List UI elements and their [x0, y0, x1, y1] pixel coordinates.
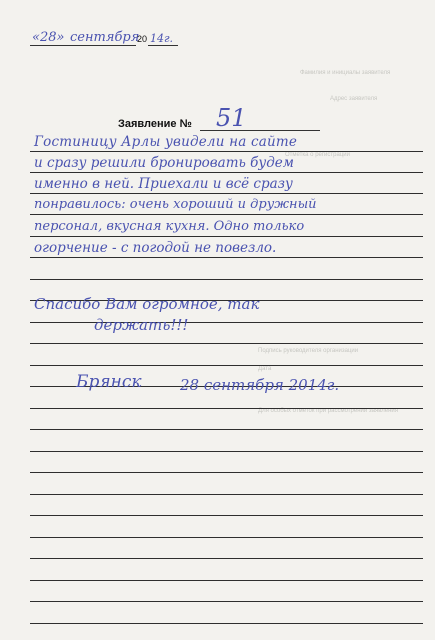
ruled-line [30, 537, 423, 538]
ruled-line [30, 494, 423, 495]
application-number-line [200, 130, 320, 131]
faint-label-registration: Отметка о регистрации [285, 152, 350, 158]
faint-label-notes: Для особых отметок при рассмотрении заявления [258, 408, 399, 414]
body-line-1: Гостиницу Арлы увидели на сайте [34, 134, 298, 150]
ruled-line [30, 343, 423, 344]
ruled-line [30, 408, 423, 409]
signature-place: Брянск [76, 372, 142, 392]
body-line-6: огорчение - с погодой не повезло. [34, 240, 277, 256]
signature-date: 28 сентября 2014г. [180, 376, 340, 394]
date-day-line [30, 45, 70, 46]
ruled-line [30, 193, 423, 194]
ruled-line [30, 279, 423, 280]
body-line-5: персонал, вкусная кухня. Одно только [34, 219, 305, 234]
ruled-line [30, 151, 423, 152]
faint-label-applicant: Фамилия и инициалы заявителя [300, 70, 391, 76]
ruled-line [30, 580, 423, 581]
ruled-line [30, 172, 423, 173]
body-line-7: Спасибо Вам огромное, так [34, 295, 260, 313]
date-year-suffix: 14г. [150, 32, 174, 45]
body-line-8: держать!!! [94, 316, 189, 334]
body-line-4: понравилось: очень хороший и дружный [34, 197, 317, 212]
ruled-line [30, 365, 423, 366]
ruled-line [30, 515, 423, 516]
body-line-3: именно в ней. Приехали и всё сразу [34, 176, 293, 192]
ruled-line [30, 257, 423, 258]
ruled-line [30, 214, 423, 215]
date-month: сентября [70, 30, 140, 45]
application-label: Заявление № [118, 118, 192, 130]
date-year-line [148, 45, 178, 46]
faint-label-address: Адрес заявителя [330, 96, 378, 102]
date-month-line [66, 45, 136, 46]
application-number: 51 [216, 104, 247, 132]
date-year-prefix: 20 [137, 34, 148, 44]
ruled-line [30, 601, 423, 602]
ruled-line [30, 558, 423, 559]
date-day: «28» [32, 30, 65, 45]
ruled-line [30, 451, 423, 452]
ruled-line [30, 322, 423, 323]
faint-label-date: Дата [258, 366, 272, 372]
ruled-line [30, 429, 423, 430]
ruled-line [30, 623, 423, 624]
ruled-line [30, 472, 423, 473]
ruled-line [30, 236, 423, 237]
faint-label-director: Подпись руководителя организации [258, 348, 359, 354]
body-line-2: и сразу решили бронировать будем [34, 155, 294, 171]
